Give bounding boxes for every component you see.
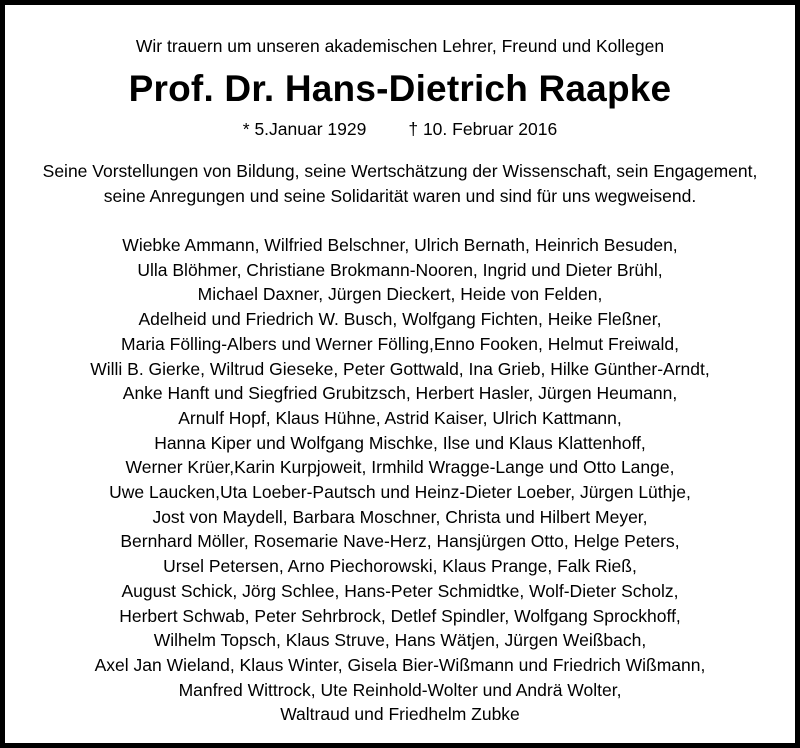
signatory-line: Waltraud und Friedhelm Zubke	[280, 704, 520, 725]
signatory-line: Ulla Blöhmer, Christiane Brokmann-Nooren, Ingrid und Dieter Brühl,	[137, 259, 663, 280]
signatory-line: Jost von Maydell, Barbara Moschner, Christa und Hilbert Meyer,	[152, 506, 648, 527]
signatory-line: Uwe Laucken,Uta Loeber-Pautsch und Heinz-Dieter Loeber, Jürgen Lüthje,	[109, 482, 691, 503]
signatory-line: Arnulf Hopf, Klaus Hühne, Astrid Kaiser, Ulrich Kattmann,	[178, 407, 622, 428]
signatory-line: Anke Hanft und Siegfried Grubitzsch, Herbert Hasler, Jürgen Heumann,	[122, 383, 678, 404]
signatory-line: August Schick, Jörg Schlee, Hans-Peter Schmidtke, Wolf-Dieter Scholz,	[121, 580, 679, 601]
signatory-line: Wilhelm Topsch, Klaus Struve, Hans Wätjen, Jürgen Weißbach,	[153, 630, 647, 651]
life-dates	[5, 118, 795, 140]
signatory-line: Manfred Wittrock, Ute Reinhold-Wolter und Andrä Wolter,	[178, 679, 622, 700]
signatory-line: Hanna Kiper und Wolfgang Mischke, Ilse und Klaus Klattenhoff,	[154, 432, 646, 453]
signatory-line: Adelheid und Friedrich W. Busch, Wolfgang Fichten, Heike Fleßner,	[138, 309, 662, 330]
tribute-line: seine Anregungen und seine Solidarität waren und sind für uns wegweisend.	[103, 186, 697, 206]
tribute-text	[5, 159, 795, 209]
signatory-line: Maria Fölling-Albers und Werner Fölling,Enno Fooken, Helmut Freiwald,	[121, 333, 679, 354]
tribute-line: Seine Vorstellungen von Bildung, seine Wertschätzung der Wissenschaft, sein Engagement,	[42, 161, 758, 181]
birth-date: * 5.Januar 1929	[242, 119, 367, 139]
signatory-line: Herbert Schwab, Peter Sehrbrock, Detlef Spindler, Wolfgang Sprockhoff,	[119, 605, 681, 626]
signatory-line: Werner Krüer,Karin Kurpjoweit, Irmhild Wragge-Lange und Otto Lange,	[125, 457, 675, 478]
deceased-name: Prof. Dr. Hans-Dietrich Raapke	[128, 68, 672, 109]
signatory-line: Axel Jan Wieland, Klaus Winter, Gisela Bier-Wißmann und Friedrich Wißmann,	[94, 654, 706, 675]
death-date: † 10. Februar 2016	[408, 119, 558, 139]
signatories-list	[5, 233, 795, 727]
intro-line: Wir trauern um unseren akademischen Lehrer, Freund und Kollegen	[135, 36, 665, 56]
signatory-line: Willi B. Gierke, Wiltrud Gieseke, Peter Gottwald, Ina Grieb, Hilke Günther-Arndt,	[90, 358, 710, 379]
signatory-line: Ursel Petersen, Arno Piechorowski, Klaus Prange, Falk Rieß,	[163, 556, 637, 577]
signatory-line: Wiebke Ammann, Wilfried Belschner, Ulrich Bernath, Heinrich Besuden,	[122, 235, 678, 255]
signatory-line: Michael Daxner, Jürgen Dieckert, Heide von Felden,	[197, 284, 603, 305]
signatory-line: Bernhard Möller, Rosemarie Nave-Herz, Hansjürgen Otto, Helge Peters,	[120, 531, 680, 552]
